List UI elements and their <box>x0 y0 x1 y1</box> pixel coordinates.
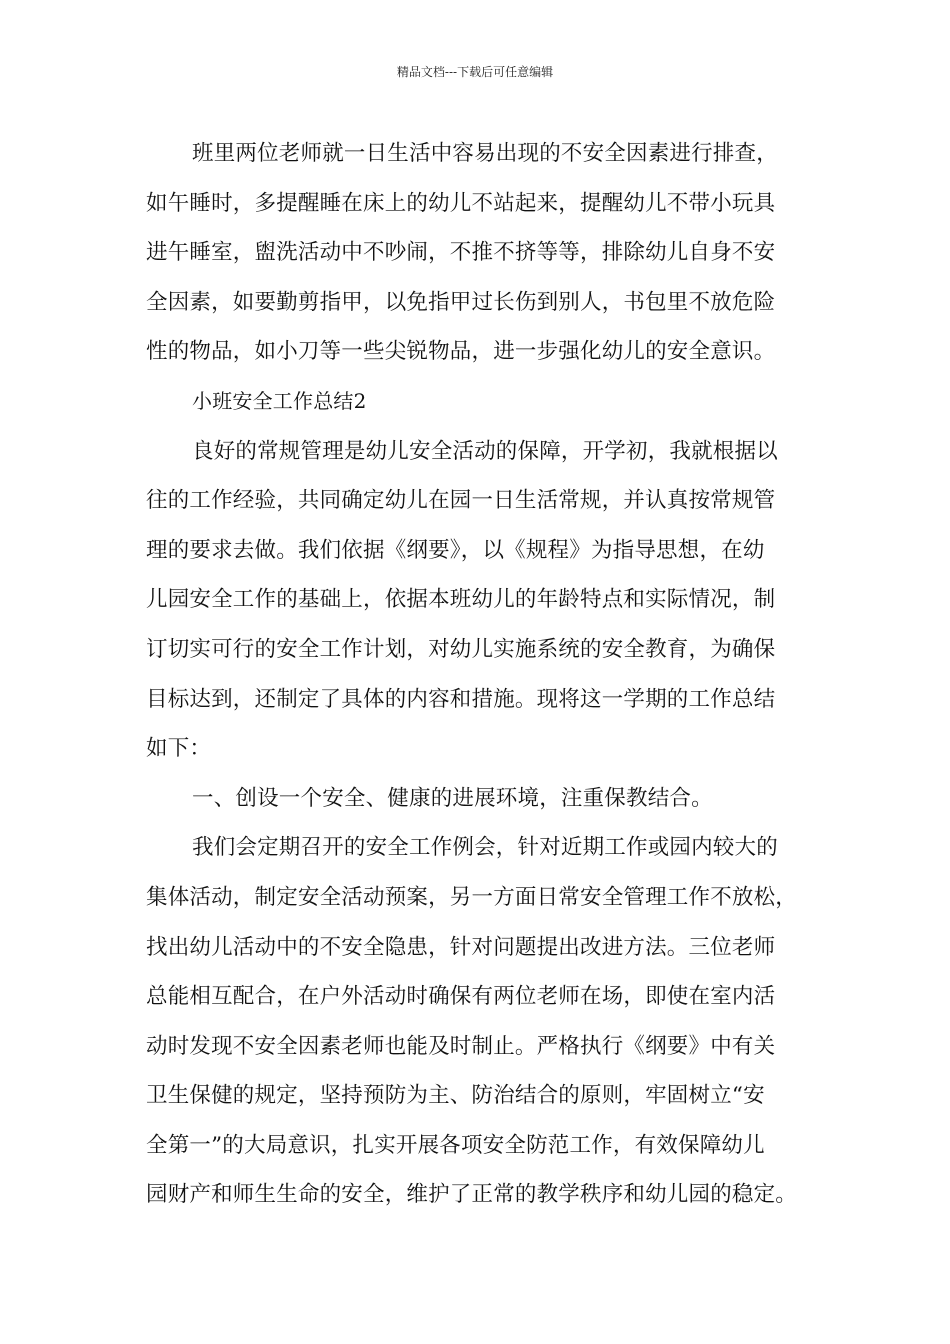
text-line: 理的要求去做。我们依据《纲要》，以《规程》为指导思想，在幼 <box>146 537 765 563</box>
text-line: 进午睡室，盥洗活动中不吵闹，不推不挤等等，排除幼儿自身不安 <box>146 240 776 266</box>
text-line: 动时发现不安全因素老师也能及时制止。严格执行《纲要》中有关 <box>146 1033 776 1059</box>
subheading-line: 一、创设一个安全、健康的进展环境，注重保教结合。 <box>192 785 713 811</box>
text-line: 班里两位老师就一日生活中容易出现的不安全因素进行排查， <box>192 141 778 166</box>
page-header: 精品文档---下载后可任意编辑 <box>396 65 554 79</box>
section-heading: 小班安全工作总结2 <box>192 388 367 413</box>
text-line: 全第一”的大局意识，扎实开展各项安全防范工作，有效保障幼儿 <box>146 1132 765 1158</box>
text-line: 目标达到，还制定了具体的内容和措施。现将这一学期的工作总结 <box>146 686 776 712</box>
text-line: 往的工作经验，共同确定幼儿在园一日生活常规，并认真按常规管 <box>146 488 776 514</box>
text-line: 订切实可行的安全工作计划，对幼儿实施系统的安全教育，为确保 <box>146 636 776 662</box>
text-line: 卫生保健的规定，坚持预防为主、防治结合的原则，牢固树立“安 <box>146 1083 765 1109</box>
text-line: 集体活动，制定安全活动预案，另一方面日常安全管理工作不放松， <box>146 884 798 910</box>
document-body <box>146 129 822 1220</box>
text-line: 儿园安全工作的基础上，依据本班幼儿的年龄特点和实际情况，制 <box>146 587 776 613</box>
text-line: 如下： <box>146 736 212 762</box>
text-line: 如午睡时，多提醒睡在床上的幼儿不站起来，提醒幼儿不带小玩具 <box>146 190 776 216</box>
text-line: 我们会定期召开的安全工作例会，针对近期工作或园内较大的 <box>192 835 778 861</box>
text-line: 找出幼儿活动中的不安全隐患，针对问题提出改进方法。三位老师 <box>146 934 776 960</box>
text-line: 良好的常规管理是幼儿安全活动的保障，开学初，我就根据以 <box>192 438 778 464</box>
text-line: 园财产和师生生命的安全，维护了正常的教学秩序和幼儿园的稳定。 <box>146 1182 798 1208</box>
text-line: 性的物品，如小刀等一些尖锐物品，进一步强化幼儿的安全意识。 <box>146 339 776 365</box>
text-line: 全因素，如要勤剪指甲，以免指甲过长伤到别人，书包里不放危险 <box>146 289 776 315</box>
text-line: 总能相互配合，在户外活动时确保有两位老师在场，即使在室内活 <box>146 984 776 1010</box>
